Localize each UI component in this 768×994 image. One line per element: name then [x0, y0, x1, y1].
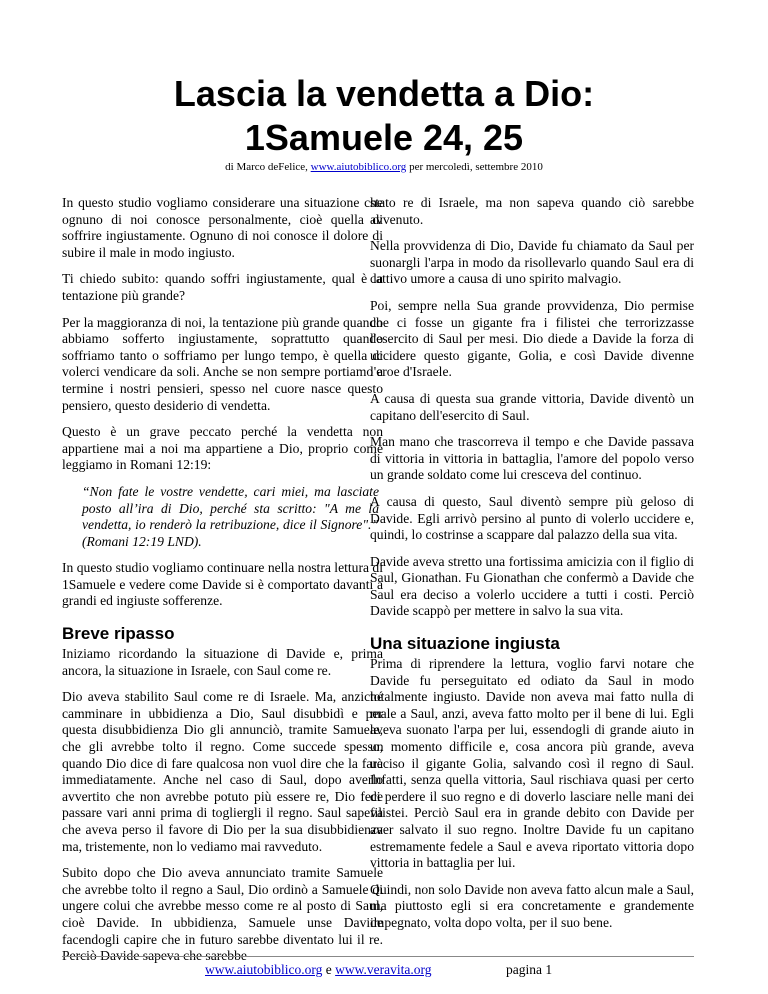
footer-divider	[62, 956, 694, 957]
byline-prefix: di Marco deFelice,	[225, 161, 311, 173]
paragraph: Quindi, non solo Davide non aveva fatto alcun male a Saul, ma piuttosto egli si era concretamente e grandemente impegnato, volta dopo volta, per il suo bene.	[370, 881, 694, 930]
paragraph: A causa di questa sua grande vittoria, Davide diventò un capitano dell'esercito di Saul.	[370, 390, 694, 423]
paragraph: Iniziamo ricordando la situazione di Davide e, prima ancora, la situazione in Israele, con Saul come re.	[62, 646, 383, 678]
section-heading-situazione-ingiusta: Una situazione ingiusta	[370, 634, 560, 654]
paragraph: Ti chiedo subito: quando soffri ingiustamente, qual è la tentazione più grande?	[62, 271, 383, 303]
paragraph: Dio aveva stabilito Saul come re di Israele. Ma, anziché camminare in ubbidienza a Dio, Saul disubbidì e per questa disubbidienza Dio gli annunciò, tramite Samuele, che gli avrebbe tolto il regno. Come succede spesso, quando Dio dice di fare qualcosa non vuol dire che la farà immediatamente. Anche nel caso di Saul, dopo averlo avvertito che non avrebbe potuto più essere re, Dio fece passare vari anni prima di togliergli il regno. Saul sapeva che aveva perso il favore di Dio per la sua disubbidienza ma, tristemente, non lo vediamo mai ravveduto.	[62, 689, 383, 854]
footer-links	[205, 962, 431, 978]
paragraph: Per la maggioranza di noi, la tentazione più grande quando abbiamo sofferto ingiustamente, soprattutto quando soffriamo tanto o soffriamo per lungo tempo, è quella di volerci vendicare da soli. Anche se non sempre portiamo a termine i nostri pensieri, spesso nel cuore nasce questo pensiero, questo desiderio di vendetta.	[62, 314, 383, 413]
section-heading-breve-ripasso: Breve ripasso	[62, 624, 175, 644]
document-title	[0, 72, 768, 160]
paragraph: Davide aveva stretto una fortissima amicizia con il figlio di Saul, Gionathan. Fu Gionathan che confermò a Davide che Saul era deciso a volerlo uccidere a tutti i costi. Perciò Davide scappò per mettere in salvo la sua vita.	[370, 553, 694, 619]
paragraph: Man mano che trascorreva il tempo e che Davide passava di vittoria in vittoria in battaglia, l'amore del popolo verso un grande soldato come lui cresceva del continuo.	[370, 434, 694, 483]
page-number: pagina 1	[506, 962, 553, 977]
title-line-1: Lascia la vendetta a Dio:	[173, 73, 595, 114]
paragraph: Subito dopo che Dio aveva annunciato tramite Samuele che avrebbe tolto il regno a Saul, Dio ordinò a Samuele di ungere colui che avrebbe messo come re al posto di Saul, cioè Davide. In ubbidienza, Samuele unse Davide facendogli capire che in futuro sarebbe diventato lui il re. Perciò Davide sapeva che sarebbe	[62, 865, 383, 964]
footer-separator: e	[322, 962, 336, 977]
paragraph: In questo studio vogliamo continuare nella nostra lettura di 1Samuele e vedere come Davide si è comportato davanti a grandi ed ingiuste sofferenze.	[62, 560, 383, 609]
footer-link-aiutobiblico[interactable]: www.aiutobiblico.org	[205, 962, 323, 977]
paragraph: Questo è un grave peccato perché la vendetta non appartiene mai a noi ma appartiene a Dio, proprio come leggiamo in Romani 12:19:	[62, 424, 383, 473]
paragraph: Poi, sempre nella Sua grande provvidenza, Dio permise che ci fosse un gigante fra i filistei che terrorizzasse l'esercito di Saul per mesi. Dio diede a Davide la forza di uccidere questo gigante, Golia, e così Davide divenne l'eroe d'Israele.	[370, 297, 694, 380]
paragraph: stato re di Israele, ma non sapeva quando ciò sarebbe avvenuto.	[370, 195, 694, 227]
left-column	[62, 195, 383, 975]
footer-link-veravita[interactable]: www.veravita.org	[335, 962, 432, 977]
paragraph: Prima di riprendere la lettura, voglio farvi notare che Davide fu perseguitato ed odiato da Saul in modo totalmente ingiusto. Davide non aveva mai fatto nulla di male a Saul, anzi, aveva fatto molto per il bene di lui. Egli aveva suonato l'arpa per lui, essendogli di grande aiuto in un momento difficile e, cosa ancora più grande, aveva ucciso il gigante Golia, salvando così il regno di Saul. Infatti, senza quella vittoria, Saul rischiava quasi per certo di perdere il suo regno e di doverlo lasciare nelle mani dei filistei. Perciò Saul era in grande debito con Davide per aver salvato il suo regno. Inoltre Davide fu un capitano estremamente fedele a Saul e aveva riportato vittoria dopo vittoria in battaglia per lui.	[370, 656, 694, 871]
byline-suffix: per mercoledì, settembre 2010	[406, 161, 543, 173]
scripture-quote: “Non fate le vostre vendette, cari miei, ma lasciate posto all’ira di Dio, perché sta scritto: "A me la vendetta, io renderò la retribuzione, dice il Signore".” (Romani 12:19 LND).	[82, 483, 379, 549]
paragraph: Nella provvidenza di Dio, Davide fu chiamato da Saul per suonargli l'arpa in modo da risollevarlo quando Saul era di cattivo umore a causa di uno spirito malvagio.	[370, 238, 694, 287]
paragraph: In questo studio vogliamo considerare una situazione che ognuno di noi conosce personalmente, cioè quella di soffrire ingiustamente. Ognuno di noi conosce il dolore di subire il male in modo ingiusto.	[62, 195, 383, 260]
byline-link[interactable]: www.aiutobiblico.org	[310, 161, 407, 173]
title-line-2: 1Samuele 24, 25	[244, 117, 524, 158]
right-column	[370, 195, 694, 942]
byline	[0, 161, 768, 173]
paragraph: A causa di questo, Saul diventò sempre più geloso di Davide. Egli arrivò persino al punto di volerlo uccidere e, quindi, lo costrinse a scappare dal palazzo della sua vita.	[370, 493, 694, 543]
